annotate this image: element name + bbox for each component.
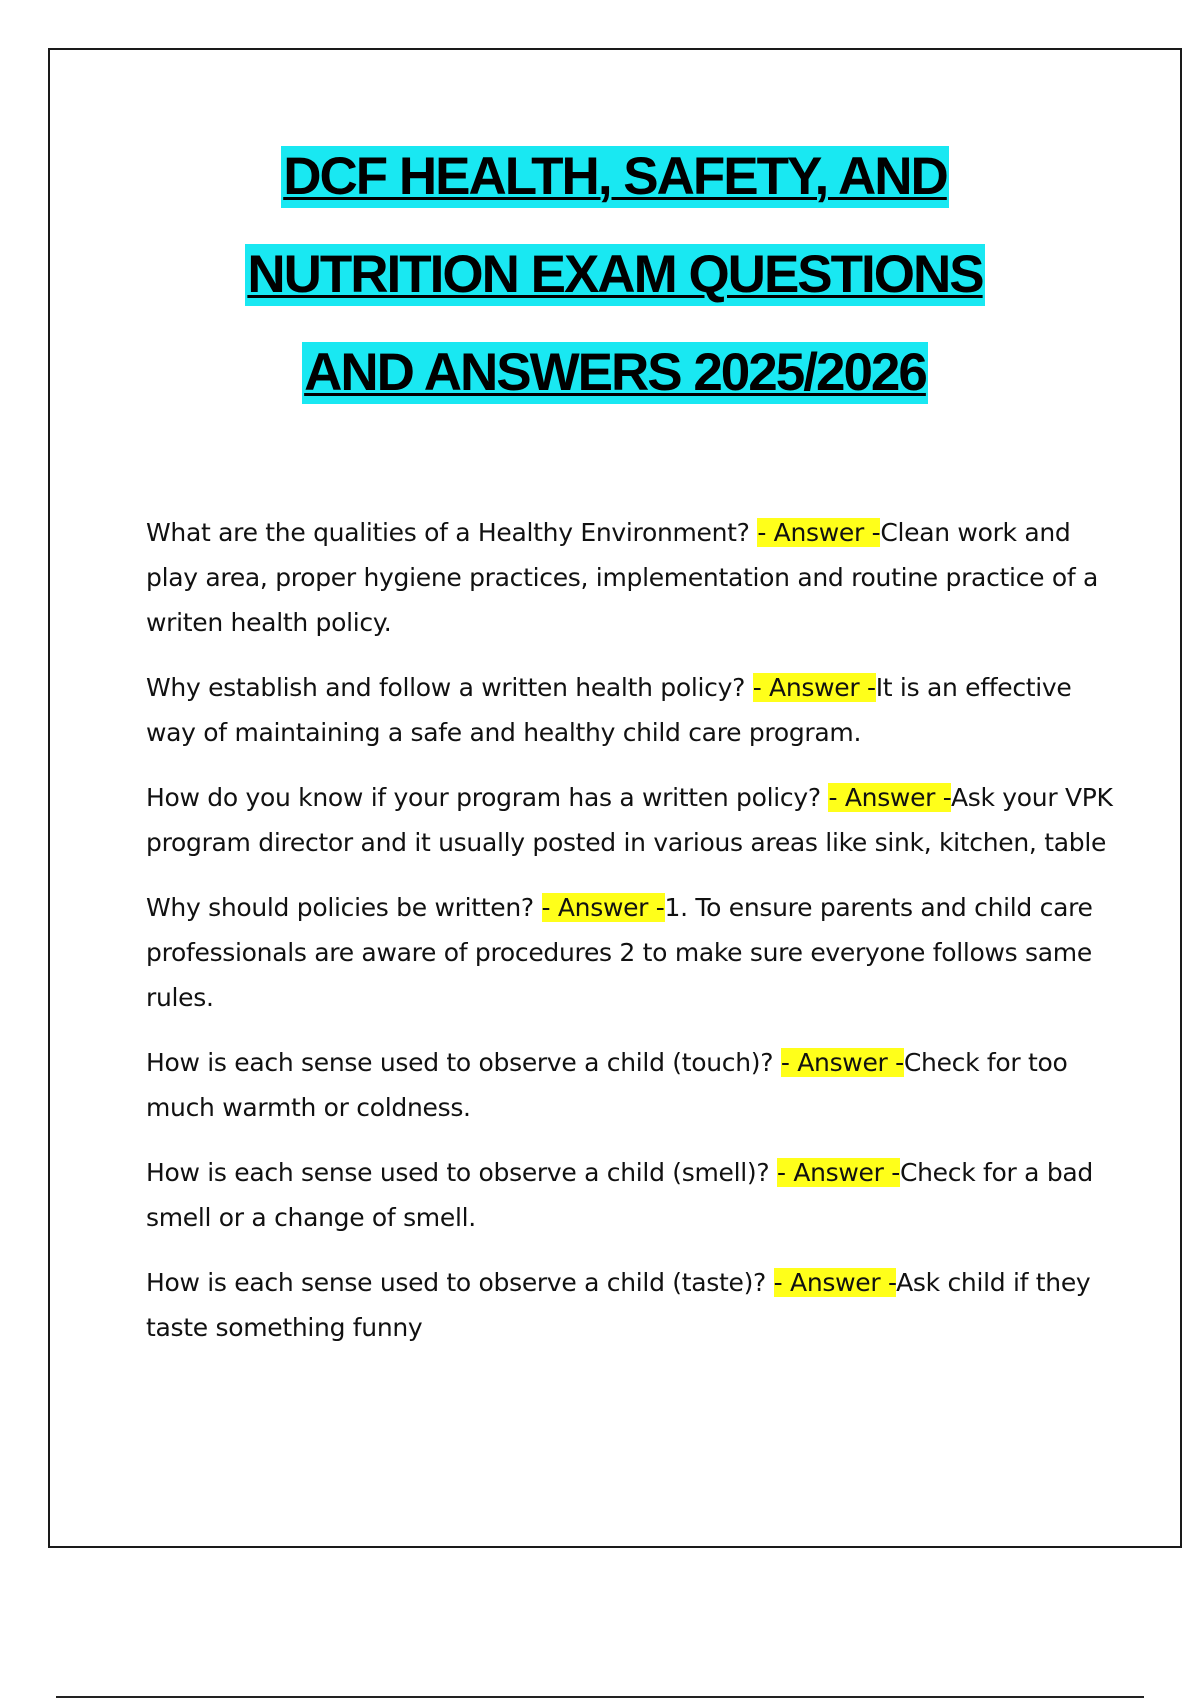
answer-marker: - Answer -	[773, 1268, 897, 1297]
question-text: How is each sense used to observe a child (taste)?	[146, 1268, 774, 1297]
qa-item	[146, 1150, 1126, 1240]
question-text: How is each sense used to observe a child (smell)?	[146, 1158, 777, 1187]
question-text: What are the qualities of a Healthy Environment?	[146, 518, 758, 547]
answer-text: Check for too much warmth or coldness.	[146, 1048, 1068, 1122]
answer-text: Clean work and play area, proper hygiene practices, implementation and routine practice of a writen health policy.	[146, 518, 1098, 637]
answer-marker: - Answer -	[752, 673, 876, 702]
document-title	[50, 146, 1180, 440]
answer-marker: - Answer -	[541, 893, 665, 922]
qa-item	[146, 1040, 1126, 1130]
document-page	[48, 48, 1182, 1548]
qa-list	[146, 510, 1126, 1370]
qa-item	[146, 510, 1126, 645]
qa-item	[146, 665, 1126, 755]
page-divider	[56, 1696, 1144, 1698]
qa-item	[146, 885, 1126, 1020]
question-text: Why establish and follow a written health policy?	[146, 673, 753, 702]
answer-marker: - Answer -	[828, 783, 951, 812]
qa-item	[146, 775, 1126, 865]
answer-text: Ask child if they taste something funny	[146, 1268, 1091, 1342]
answer-text: Ask your VPK program director and it usually posted in various areas like sink, kitchen, table	[146, 783, 1113, 857]
answer-text: It is an effective way of maintaining a safe and healthy child care program.	[146, 673, 1072, 747]
question-text: Why should policies be written?	[146, 893, 542, 922]
question-text: How do you know if your program has a written policy?	[146, 783, 829, 812]
answer-text: 1. To ensure parents and child care professionals are aware of procedures 2 to make sure everyone follows same rules.	[146, 893, 1093, 1012]
title-line-1: DCF HEALTH, SAFETY, AND	[283, 147, 947, 206]
question-text: How is each sense used to observe a child (touch)?	[146, 1048, 781, 1077]
answer-marker: - Answer -	[757, 518, 881, 547]
answer-text: Check for a bad smell or a change of smell.	[146, 1158, 1093, 1232]
title-line-3: AND ANSWERS 2025/2026	[304, 343, 926, 402]
title-line-2: NUTRITION EXAM QUESTIONS	[247, 245, 983, 304]
answer-marker: - Answer -	[776, 1158, 900, 1187]
answer-marker: - Answer -	[780, 1048, 904, 1077]
qa-item	[146, 1260, 1126, 1350]
